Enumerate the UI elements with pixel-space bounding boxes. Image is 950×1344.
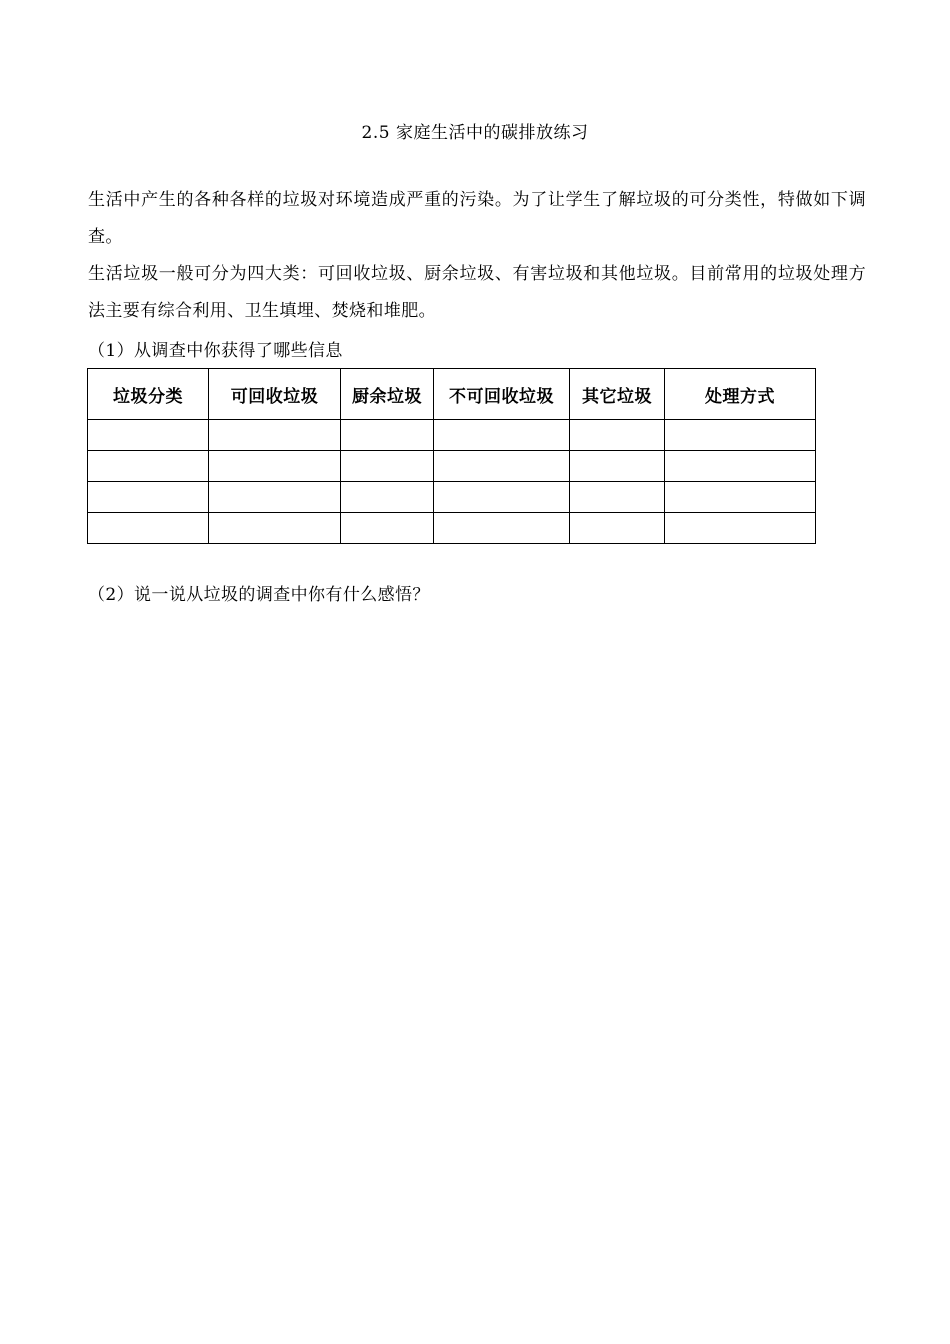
table-cell[interactable] [434,420,570,451]
table-cell[interactable] [665,513,816,544]
table-cell[interactable] [570,451,665,482]
table-cell[interactable] [209,451,341,482]
question-1: （1）从调查中你获得了哪些信息 [88,341,343,361]
table-cell[interactable] [434,513,570,544]
table-cell[interactable] [434,451,570,482]
table-cell[interactable] [209,513,341,544]
table-cell[interactable] [88,420,209,451]
header-non-recyclable: 不可回收垃圾 [434,369,570,420]
table-cell[interactable] [209,482,341,513]
table-cell[interactable] [341,482,434,513]
header-other-waste: 其它垃圾 [570,369,665,420]
intro-paragraph: 生活中产生的各种各样的垃圾对环境造成严重的污染。为了让学生了解垃圾的可分类性，特做如下调查。 [88,190,866,247]
table-cell[interactable] [209,420,341,451]
page-title: 2.5 家庭生活中的碳排放练习 [361,123,589,143]
header-kitchen-waste: 厨余垃圾 [341,369,434,420]
table-cell[interactable] [88,513,209,544]
table-row [88,420,816,451]
table-cell[interactable] [570,420,665,451]
table-header-row [88,369,816,420]
table-cell[interactable] [665,482,816,513]
classification-paragraph: 生活垃圾一般可分为四大类：可回收垃圾、厨余垃圾、有害垃圾和其他垃圾。目前常用的垃圾处理方法主要有综合利用、卫生填埋、焚烧和堆肥。 [88,264,866,321]
header-recyclable: 可回收垃圾 [209,369,341,420]
table-row [88,513,816,544]
table-row [88,451,816,482]
question-2: （2）说一说从垃圾的调查中你有什么感悟？ [88,585,430,605]
table-row [88,482,816,513]
header-disposal-method: 处理方式 [665,369,816,420]
survey-table [87,368,816,544]
table-cell[interactable] [341,451,434,482]
header-category: 垃圾分类 [88,369,209,420]
table-cell[interactable] [570,482,665,513]
table-cell[interactable] [665,420,816,451]
table-cell[interactable] [665,451,816,482]
table-cell[interactable] [88,482,209,513]
table-cell[interactable] [341,513,434,544]
table-cell[interactable] [434,482,570,513]
table-cell[interactable] [341,420,434,451]
table-cell[interactable] [570,513,665,544]
table-cell[interactable] [88,451,209,482]
